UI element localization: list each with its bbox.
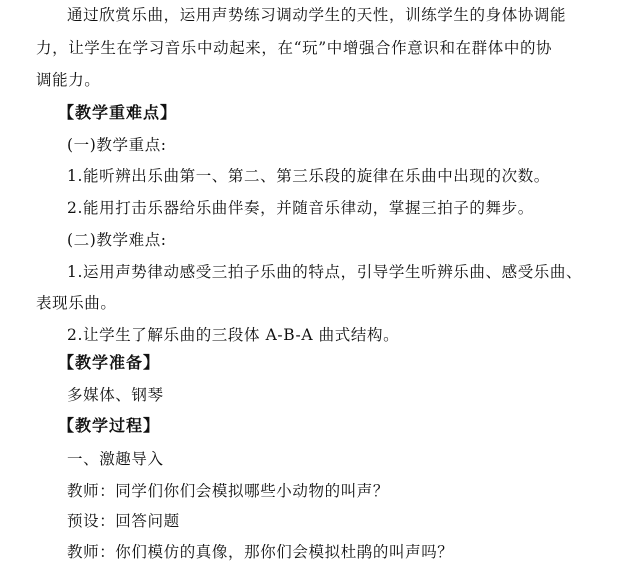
focus-item-1: 1.能听辨出乐曲第一、第二、第三乐段的旋律在乐曲中出现的次数。 (67, 167, 550, 185)
intro-paragraph-line-3: 调能力。 (36, 71, 101, 89)
dialog-line-2: 预设：回答问题 (67, 512, 180, 530)
heading-preparation: 【教学准备】 (58, 353, 161, 372)
intro-paragraph-line-2: 力，让学生在学习音乐中动起来，在“玩”中增强合作意识和在群体中的协 (36, 39, 553, 57)
focus-item-2: 2.能用打击乐器给乐曲伴奏，并随音乐律动，掌握三拍子的舞步。 (67, 199, 534, 217)
difficulty-item-1-line-1: 1.运用声势律动感受三拍子乐曲的特点，引导学生听辨乐曲、感受乐曲、 (67, 263, 583, 281)
subheading-teaching-difficulty: (二)教学难点: (67, 231, 167, 249)
dialog-line-3: 教师：你们模仿的真像，那你们会模拟杜鹃的叫声吗？ (67, 543, 454, 561)
difficulty-item-1-line-2: 表现乐曲。 (36, 294, 117, 312)
preparation-text: 多媒体、钢琴 (67, 386, 164, 404)
process-step-1: 一、激趣导入 (67, 450, 164, 468)
intro-paragraph-line-1: 通过欣赏乐曲，运用声势练习调动学生的天性，训练学生的身体协调能 (67, 6, 567, 24)
heading-process: 【教学过程】 (58, 416, 161, 435)
heading-key-points: 【教学重难点】 (58, 103, 178, 122)
difficulty-item-2: 2.让学生了解乐曲的三段体 A-B-A 曲式结构。 (67, 326, 400, 344)
dialog-line-1: 教师：同学们你们会模拟哪些小动物的叫声？ (67, 482, 390, 500)
subheading-teaching-focus: (一)教学重点: (67, 136, 167, 154)
